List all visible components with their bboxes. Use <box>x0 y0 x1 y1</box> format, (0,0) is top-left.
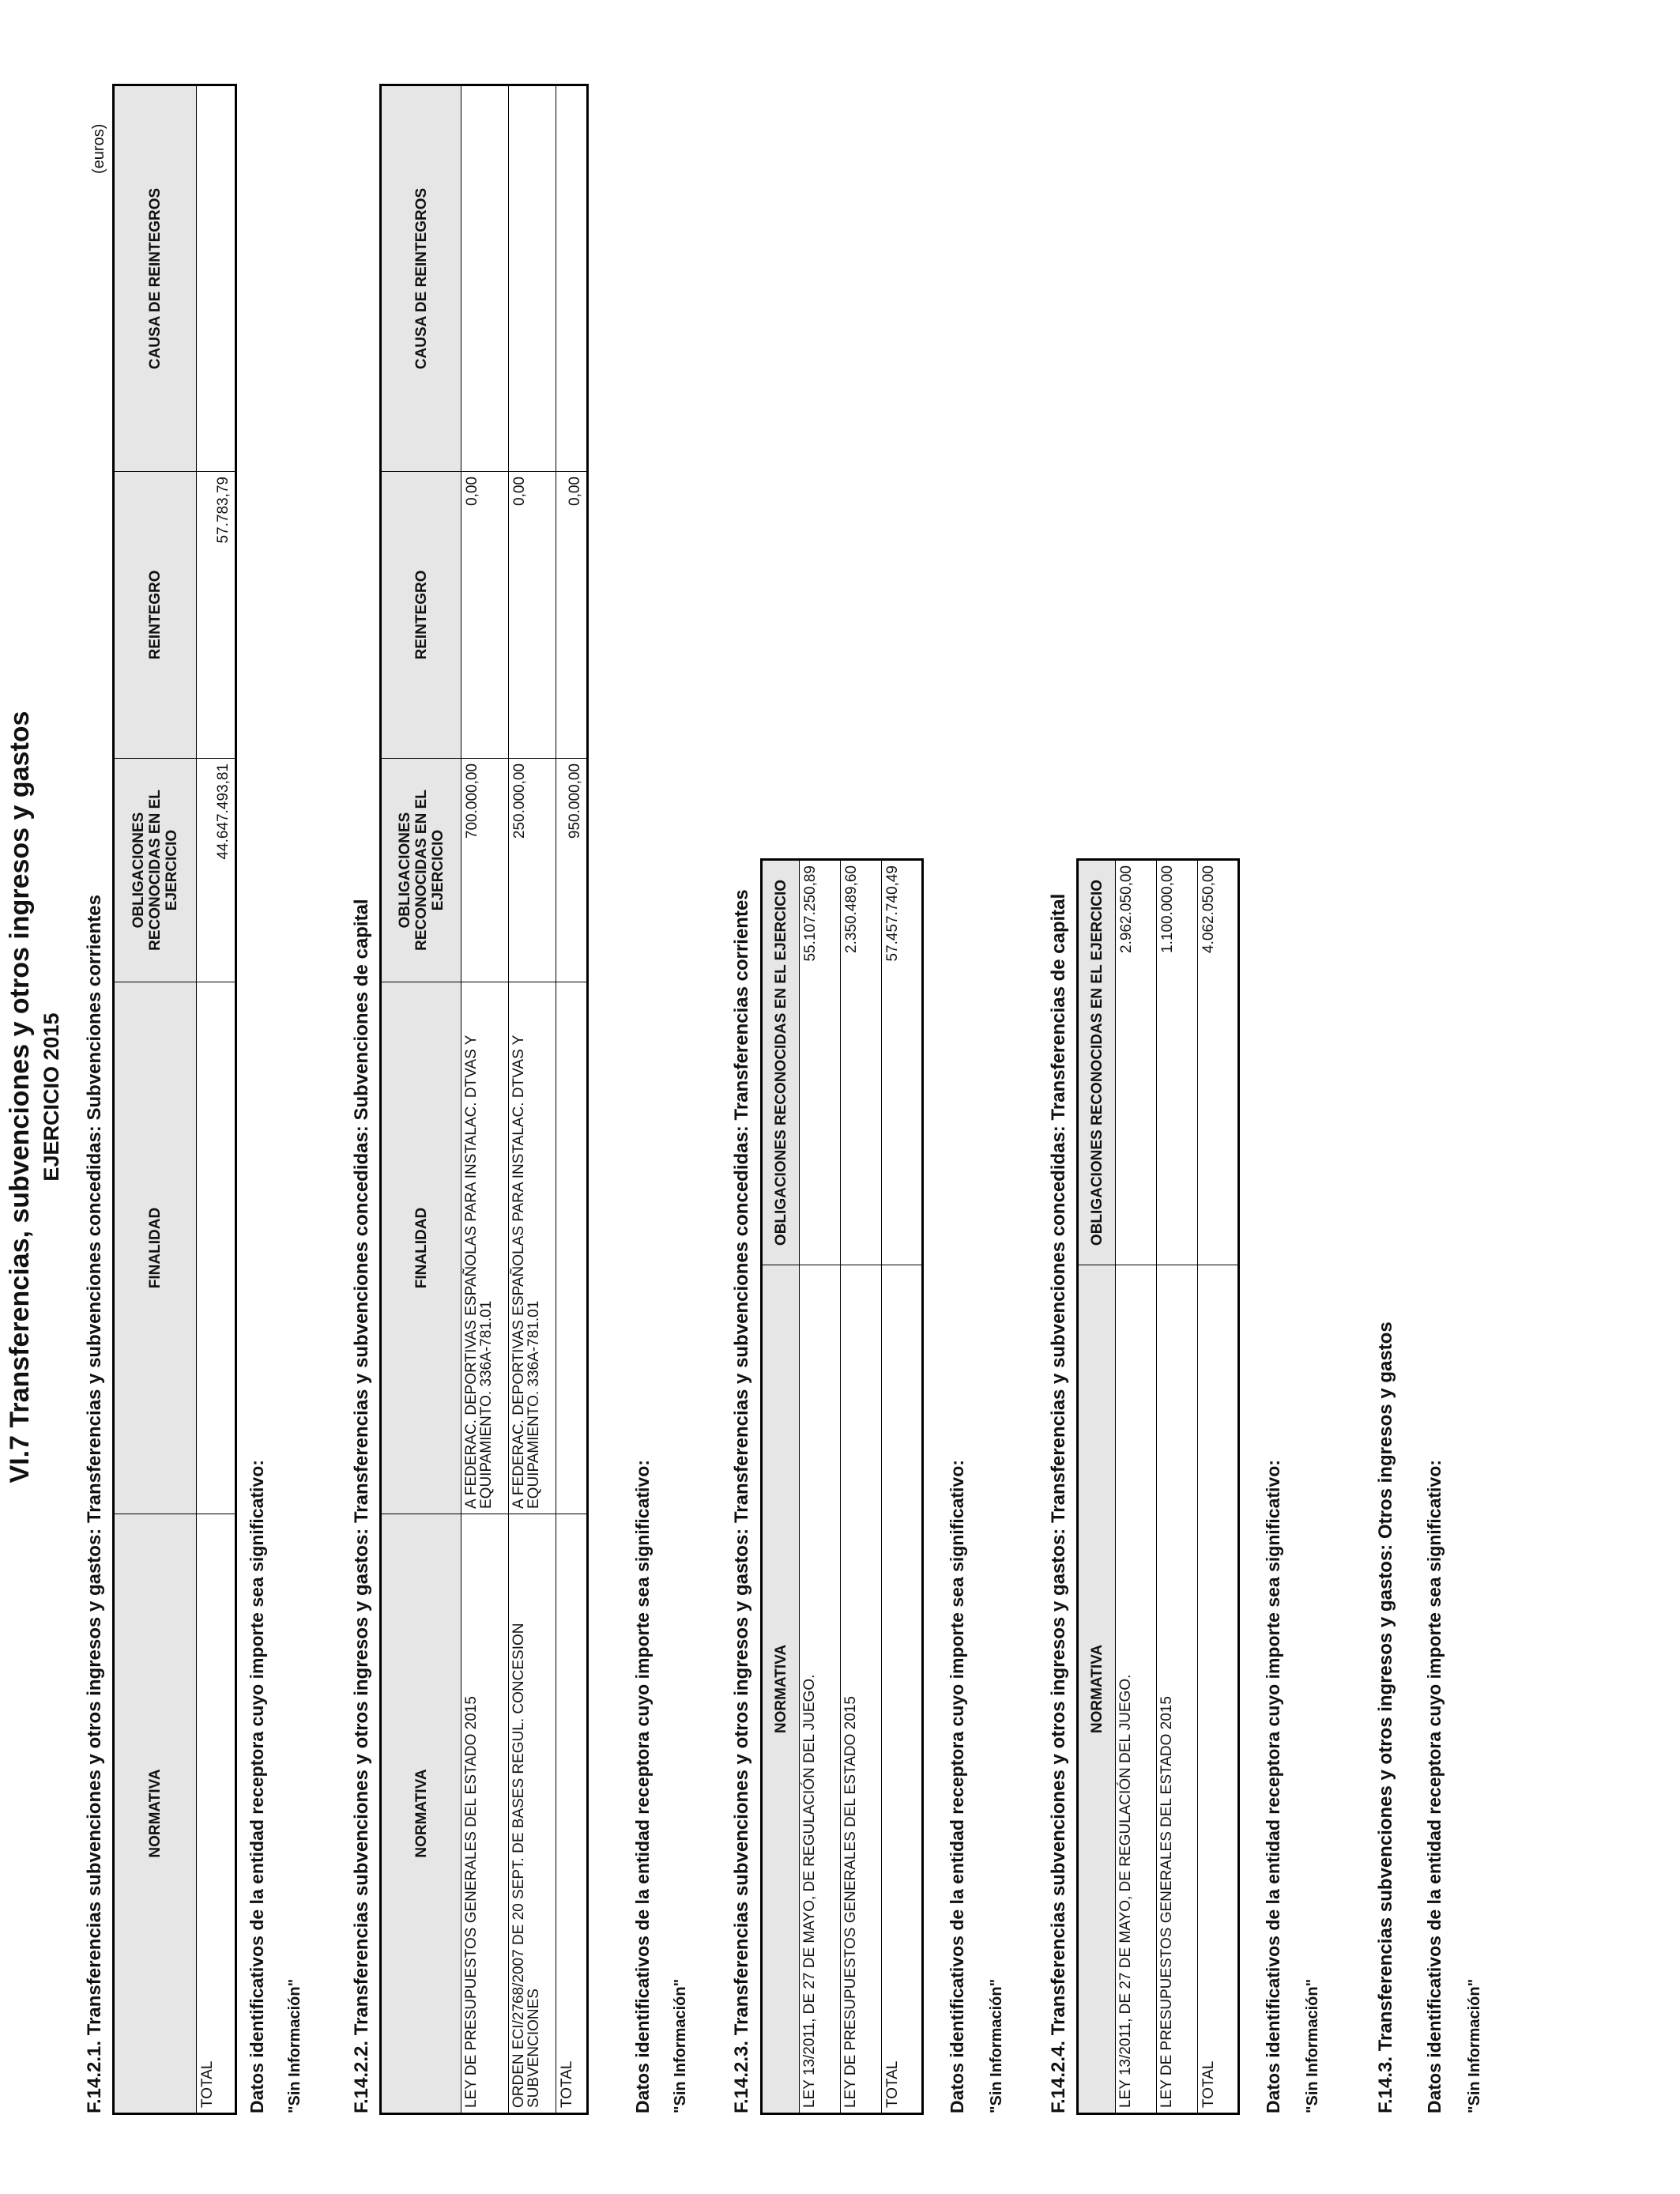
table-total-row <box>197 85 236 2114</box>
total-reintegro: 57.783,79 <box>197 472 236 759</box>
cell-obligaciones: 250.000,00 <box>509 759 556 982</box>
page-title: VI.7 Transferencias, subvenciones y otros ingresos y gastos <box>5 711 35 1483</box>
cell-normativa: LEY DE PRESUPUESTOS GENERALES DEL ESTADO 2015 <box>1157 1265 1198 2114</box>
table-row <box>461 85 509 2114</box>
col-header-obligaciones: OBLIGACIONES RECONOCIDAS EN EL EJERCICIO <box>762 860 800 1265</box>
table-transferencias-corrientes <box>760 858 924 2115</box>
col-header-normativa: NORMATIVA <box>1078 1265 1116 2114</box>
col-header-obligaciones: OBLIGACIONES RECONOCIDAS EN EL EJERCICIO <box>381 759 461 982</box>
section-info-3: "Sin Información" <box>988 1978 1005 2113</box>
total-reintegro: 0,00 <box>556 472 588 759</box>
section-note-3: Datos identificativos de la entidad receptora cuyo importe sea significativo: <box>947 1460 967 2113</box>
col-header-causa: CAUSA DE REINTEGROS <box>381 85 461 472</box>
col-header-obligaciones: OBLIGACIONES RECONOCIDAS EN EL EJERCICIO <box>114 759 197 982</box>
section-note-1: Datos identificativos de la entidad receptora cuyo importe sea significativo: <box>247 1460 267 2113</box>
cell-normativa: LEY 13/2011, DE 27 DE MAYO, DE REGULACIÓN DEL JUEGO. <box>1116 1265 1157 2114</box>
table-row <box>841 860 882 2114</box>
table-subvenciones-corrientes <box>112 84 237 2115</box>
col-header-causa: CAUSA DE REINTEGROS <box>114 85 197 472</box>
cell-finalidad: A FEDERAC. DEPORTIVAS ESPAÑOLAS PARA INSTALAC. DTVAS Y EQUIPAMIENTO. 336A-781.01 <box>461 982 509 1514</box>
cell-obligaciones: 2.962.050,00 <box>1116 860 1157 1265</box>
total-label: TOTAL <box>882 1265 923 2114</box>
section-info-1: "Sin Información" <box>286 1978 303 2113</box>
table-subvenciones-capital <box>379 84 589 2115</box>
total-label: TOTAL <box>1198 1265 1239 2114</box>
total-label: TOTAL <box>556 1514 588 2114</box>
col-header-reintegro: REINTEGRO <box>381 472 461 759</box>
cell-normativa: LEY 13/2011, DE 27 DE MAYO, DE REGULACIÓN DEL JUEGO. <box>800 1265 841 2114</box>
units-label: (euros) <box>90 123 107 174</box>
section-title-3: F.14.2.3. Transferencias subvenciones y otros ingresos y gastos: Transferencias y subvenciones concedidas: Transferencias corrientes <box>731 889 752 2113</box>
section-note-4: Datos identificativos de la entidad receptora cuyo importe sea significativo: <box>1263 1460 1283 2113</box>
total-obligaciones: 57.457.740,49 <box>882 860 923 1265</box>
section-note-5: Datos identificativos de la entidad receptora cuyo importe sea significativo: <box>1424 1460 1445 2113</box>
total-obligaciones: 950.000,00 <box>556 759 588 982</box>
col-header-reintegro: REINTEGRO <box>114 472 197 759</box>
cell-finalidad: A FEDERAC. DEPORTIVAS ESPAÑOLAS PARA INSTALAC. DTVAS Y EQUIPAMIENTO. 336A-781.01 <box>509 982 556 1514</box>
section-title-2: F.14.2.2. Transferencias subvenciones y otros ingresos y gastos: Transferencias y subvenciones concedidas: Subvenciones de capital <box>351 899 372 2113</box>
cell-obligaciones: 2.350.489,60 <box>841 860 882 1265</box>
table-row <box>1157 860 1198 2114</box>
section-title-1: F.14.2.1. Transferencias subvenciones y otros ingresos y gastos: Transferencias y subvenciones concedidas: Subvenciones corrientes <box>84 895 105 2113</box>
section-info-2: "Sin Información" <box>672 1978 689 2113</box>
total-label: TOTAL <box>197 1514 236 2114</box>
section-note-2: Datos identificativos de la entidad receptora cuyo importe sea significativo: <box>632 1460 653 2113</box>
table-total-row <box>556 85 588 2114</box>
section-title-4: F.14.2.4. Transferencias subvenciones y otros ingresos y gastos: Transferencias y subvenciones concedidas: Transferencias de capital <box>1048 893 1069 2113</box>
total-obligaciones: 4.062.050,00 <box>1198 860 1239 1265</box>
cell-normativa: LEY DE PRESUPUESTOS GENERALES DEL ESTADO 2015 <box>461 1514 509 2114</box>
col-header-finalidad: FINALIDAD <box>381 982 461 1514</box>
section-info-4: "Sin Información" <box>1304 1978 1321 2113</box>
cell-normativa: LEY DE PRESUPUESTOS GENERALES DEL ESTADO 2015 <box>841 1265 882 2114</box>
table-total-row <box>1198 860 1239 2114</box>
section-info-5: "Sin Información" <box>1466 1978 1483 2113</box>
cell-reintegro: 0,00 <box>461 472 509 759</box>
col-header-normativa: NORMATIVA <box>381 1514 461 2114</box>
table-transferencias-capital <box>1076 858 1240 2115</box>
col-header-normativa: NORMATIVA <box>114 1514 197 2114</box>
cell-reintegro: 0,00 <box>509 472 556 759</box>
cell-obligaciones: 1.100.000,00 <box>1157 860 1198 1265</box>
page-subtitle: EJERCICIO 2015 <box>40 1012 63 1182</box>
cell-normativa: ORDEN ECI/2768/2007 DE 20 SEPT. DE BASES REGUL. CONCESION SUBVENCIONES <box>509 1514 556 2114</box>
cell-obligaciones: 700.000,00 <box>461 759 509 982</box>
col-header-obligaciones: OBLIGACIONES RECONOCIDAS EN EL EJERCICIO <box>1078 860 1116 1265</box>
total-obligaciones: 44.647.493,81 <box>197 759 236 982</box>
table-row <box>800 860 841 2114</box>
cell-obligaciones: 55.107.250,89 <box>800 860 841 1265</box>
col-header-normativa: NORMATIVA <box>762 1265 800 2114</box>
section-title-5: F.14.3. Transferencias subvenciones y otros ingresos y gastos: Otros ingresos y gastos <box>1375 1321 1396 2113</box>
table-row <box>1116 860 1157 2114</box>
table-total-row <box>882 860 923 2114</box>
table-row <box>509 85 556 2114</box>
col-header-finalidad: FINALIDAD <box>114 982 197 1514</box>
